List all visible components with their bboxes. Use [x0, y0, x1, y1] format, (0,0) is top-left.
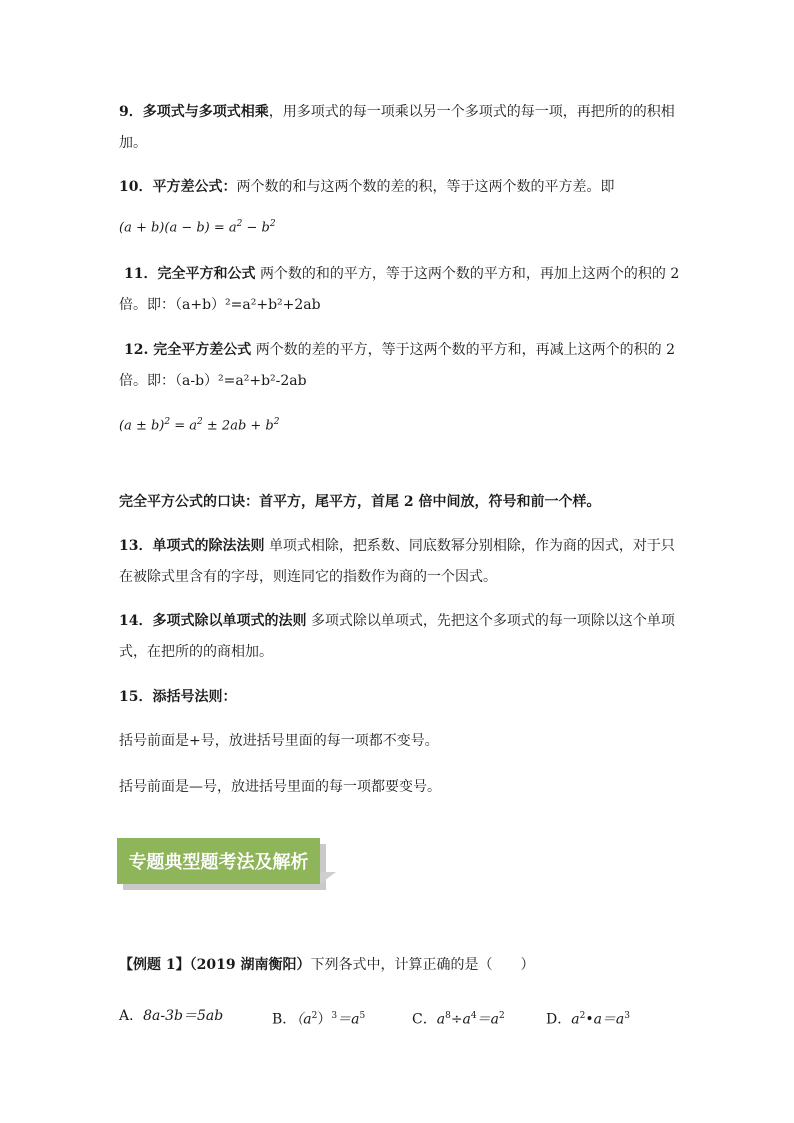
- example-question-text: 下列各式中，计算正确的是（ ）: [310, 957, 535, 973]
- option-c: C．$a^8\div a^4=a^2$: [412, 1011, 505, 1028]
- rule-11-title: 11．完全平方和公式: [124, 266, 256, 282]
- rule-14-title: 14．多项式除以单项式的法则: [119, 613, 307, 629]
- rule-13-text: 单项式相除，把系数、同底数幂分别相除，作为商的因式，对于只: [268, 538, 675, 554]
- rule-13-line-1: [119, 536, 675, 556]
- option-c-label: C．: [412, 1011, 437, 1028]
- rule-15-line-1: 括号前面是+号，放进括号里面的每一项都不变号。: [119, 733, 439, 749]
- option-b-expr: （a: [296, 1011, 312, 1028]
- rule-10-text: 两个数的和与这两个数的差的积，等于这两个数的平方差。即: [236, 179, 615, 195]
- formula-part: − b: [242, 220, 270, 236]
- formula-part: (a + b)(a − b) = a: [119, 220, 237, 236]
- formula-part: ± 2ab + b: [202, 418, 274, 434]
- rule-12-line-1: [124, 340, 675, 360]
- rule-11-line-2: 倍。即：（a+b）²=a²+b²+2ab: [119, 297, 321, 313]
- option-c-expr: a: [436, 1011, 446, 1028]
- rule-15-line-2: 括号前面是—号，放进括号里面的每一项都要变号。: [119, 779, 441, 795]
- example-source: （2019 湖南衡阳）: [189, 957, 311, 973]
- rule-13-line-2: 在被除式里含有的字母，则连同它的指数作为商的一个因式。: [119, 569, 497, 585]
- example-question: [119, 955, 534, 975]
- rule-10-title: 10．平方差公式：: [119, 179, 237, 195]
- rule-13-title: 13．单项式的除法法则: [119, 538, 265, 554]
- formula-part: (a ± b): [119, 418, 165, 434]
- option-b-label: B．: [272, 1011, 297, 1028]
- option-d-label: D．: [546, 1011, 572, 1028]
- rule-11-text: 两个数的和的平方，等于这两个数的平方和，再加上这两个的积的 2: [259, 266, 680, 282]
- option-b-expr: ＝a: [337, 1011, 360, 1028]
- option-d: D．$a^2•a=a^3$: [546, 1011, 631, 1028]
- banner-corner: [320, 872, 336, 884]
- option-a: [119, 1006, 223, 1026]
- rule-9-line-1: [119, 102, 675, 122]
- rule-15-title: 15．添括号法则：: [119, 689, 237, 705]
- rule-9-text: ，用多项式的每一项乘以另一个多项式的每一项，再把所的的积相: [268, 104, 675, 120]
- rule-12-title: 12. 完全平方差公式: [124, 342, 252, 358]
- option-b: B．$(a^2)^3=a^5$: [272, 1011, 366, 1028]
- rule-10-line-1: [119, 177, 614, 197]
- rule-12-line-2: 倍。即：（a-b）²=a²+b²-2ab: [119, 373, 307, 389]
- section-banner: 专题典型题考法及解析: [117, 838, 320, 884]
- formula-part: = a: [170, 418, 198, 434]
- rule-14-text: 多项式除以单项式，先把这个多项式的每一项除以这个单项: [310, 613, 675, 629]
- option-b-expr: ）: [317, 1011, 332, 1028]
- option-d-expr: a: [571, 1011, 580, 1028]
- example-tag: 【例题 1】: [119, 957, 190, 973]
- rule-9-line-2: 加。: [119, 135, 147, 151]
- rule-12-formula: $(a \pm b)^2 = a^2 \pm 2ab + b^2$: [119, 417, 280, 434]
- option-a-label: A．: [119, 1008, 144, 1024]
- rule-14-line-2: 式，在把所的的商相加。: [119, 644, 273, 660]
- rule-10-formula: $(a + b)(a - b) = a^2 - b^2$: [119, 219, 276, 236]
- mnemonic-text: 完全平方公式的口诀：首平方，尾平方，首尾 2 倍中间放，符号和前一个样。: [119, 494, 601, 510]
- option-d-expr: •a＝a: [585, 1011, 625, 1028]
- rule-14-line-1: [119, 611, 675, 631]
- rule-11-line-1: [124, 264, 679, 284]
- rule-12-text: 两个数的差的平方，等于这两个数的平方和，再减上这两个的积的 2: [255, 342, 676, 358]
- option-c-expr: ＝a: [476, 1011, 499, 1028]
- option-c-expr: ÷a: [450, 1011, 471, 1028]
- option-a-expr: 8a-3b＝5ab: [143, 1008, 224, 1024]
- rule-9-title: 9．多项式与多项式相乘: [119, 104, 269, 120]
